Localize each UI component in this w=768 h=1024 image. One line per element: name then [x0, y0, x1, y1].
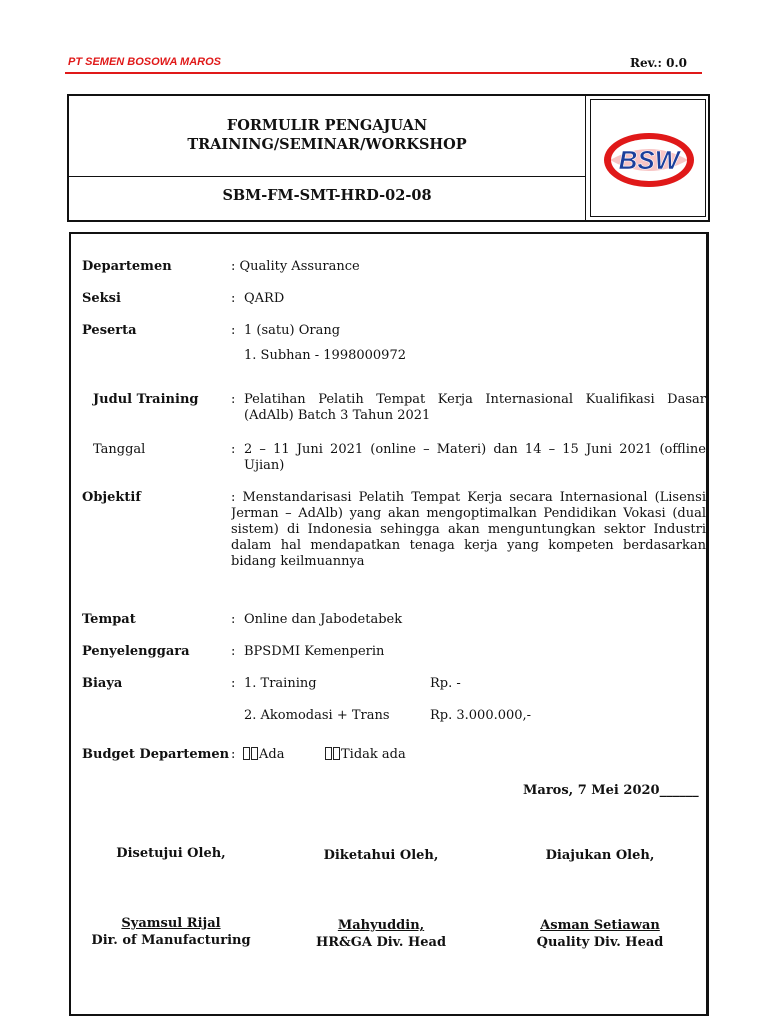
revision-label: Rev.: 0.0: [630, 56, 688, 70]
biaya-label: Biaya: [82, 676, 123, 691]
signatory-title: Quality Div. Head: [536, 935, 664, 950]
tanggal-value: 2 – 11 Juni 2021 (online – Materi) dan 14 – 15 Juni 2021 (offline Ujian): [244, 442, 706, 473]
penyelenggara-value: BPSDMI Kemenperin: [244, 644, 385, 659]
signatory-title: HR&GA Div. Head: [315, 935, 447, 950]
signature-block-approver: [71, 915, 271, 949]
peserta-label: Peserta: [82, 323, 137, 338]
form-code: SBM-FM-SMT-HRD-02-08: [222, 187, 432, 204]
judul-value: Pelatihan Pelatih Tempat Kerja Internasional Kualifikasi Dasar (AdAlb) Batch 3 Tahun 2021: [244, 392, 706, 423]
peserta-value: 1 (satu) Orang: [244, 323, 341, 338]
signature-role-acknowledged: Diketahui Oleh,: [323, 848, 439, 863]
signature-block-acknowledger: [281, 917, 481, 951]
cost-item-name: 1. Training: [244, 676, 317, 691]
signatory-name: Mahyuddin,: [337, 918, 425, 933]
judul-colon: :: [231, 392, 236, 407]
seksi-label: Seksi: [82, 291, 121, 306]
budget-colon: :: [231, 747, 236, 762]
logo-text: BSW: [618, 145, 680, 175]
form-title-line2: TRAINING/SEMINAR/WORKSHOP: [187, 136, 467, 153]
title-divider: [69, 176, 585, 177]
bsw-logo-icon: [602, 130, 696, 190]
penyelenggara-label: Penyelenggara: [82, 644, 190, 659]
signatory-name: Asman Setiawan: [540, 918, 660, 933]
tempat-value: Online dan Jabodetabek: [244, 612, 403, 627]
biaya-colon: :: [231, 676, 236, 691]
tempat-colon: :: [231, 612, 236, 627]
cost-item-amount: Rp. 3.000.000,-: [430, 708, 532, 723]
seksi-colon: :: [231, 291, 236, 306]
tanggal-label: Tanggal: [93, 442, 146, 457]
company-name: PT SEMEN BOSOWA MAROS: [68, 56, 221, 68]
checkbox-icon: [251, 747, 258, 760]
cost-item-amount: Rp. -: [430, 676, 461, 691]
budget-option-ada-label: Ada: [259, 747, 285, 762]
checkbox-icon: [243, 747, 250, 760]
signatory-name: Syamsul Rijal: [121, 916, 221, 931]
form-title: [69, 116, 585, 154]
peserta-colon: :: [231, 323, 236, 338]
judul-label: Judul Training: [93, 392, 199, 407]
objektif-label: Objektif: [82, 490, 141, 505]
budget-option-tidak-ada-label: Tidak ada: [341, 747, 406, 762]
participant-item: 1. Subhan - 1998000972: [244, 348, 406, 363]
penyelenggara-colon: :: [231, 644, 236, 659]
departemen-label: Departemen: [82, 259, 172, 274]
objektif-value: : Menstandarisasi Pelatih Tempat Kerja secara Internasional (Lisensi Jerman – AdAlb) yang akan mengoptimalkan Pendidikan Vokasi (dual sistem) di Indonesia sehingga akan menguntungkan sektor Industri dalam hal mendapatkan tenaga kerja yang kompeten berdasarkan bidang keilmuannya: [231, 490, 706, 569]
signatory-title: Dir. of Manufacturing: [91, 933, 251, 948]
checkbox-icon: [325, 747, 332, 760]
budget-option-tidak-ada[interactable]: [325, 747, 406, 763]
date-place: Maros, 7 Mei 2020______: [523, 783, 699, 798]
seksi-value: QARD: [244, 291, 285, 306]
departemen-value: : Quality Assurance: [231, 259, 360, 274]
budget-label: Budget Departemen: [82, 747, 230, 762]
signature-block-submitter: [500, 917, 700, 951]
budget-option-ada[interactable]: [243, 747, 284, 763]
signature-role-submitted: Diajukan Oleh,: [545, 848, 655, 863]
signature-role-approved: Disetujui Oleh,: [116, 846, 226, 861]
tempat-label: Tempat: [82, 612, 136, 627]
cost-item-name: 2. Akomodasi + Trans: [244, 708, 390, 723]
checkbox-icon: [333, 747, 340, 760]
header-rule: [65, 72, 702, 74]
form-title-line1: FORMULIR PENGAJUAN: [226, 117, 428, 134]
tanggal-colon: :: [231, 442, 236, 457]
